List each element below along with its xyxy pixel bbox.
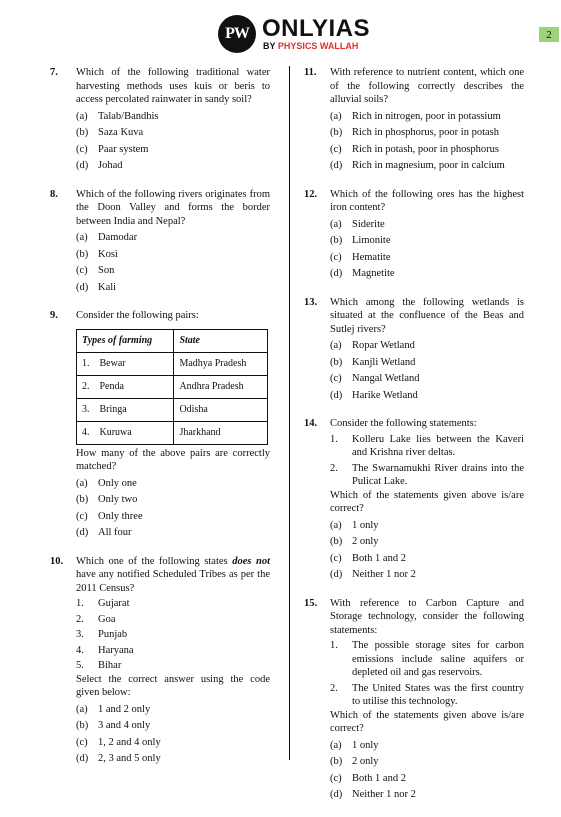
pw-logo-icon: PW bbox=[218, 15, 256, 53]
question-stem: Consider the following pairs: bbox=[76, 310, 199, 321]
option-c: (c) Son bbox=[76, 265, 115, 276]
option-d: (d) Neither 1 nor 2 bbox=[330, 789, 416, 800]
option-b: (b) Saza Kuva bbox=[76, 127, 144, 138]
option-c: (c) Both 1 and 2 bbox=[330, 552, 406, 564]
left-column bbox=[50, 66, 270, 781]
question-number: 9. bbox=[50, 310, 58, 321]
option-a: (a) Only one bbox=[76, 477, 137, 489]
option-c: (c) Only three bbox=[76, 510, 143, 522]
table-header-state: State bbox=[174, 329, 268, 352]
question-stem: Which of the following traditional water harvesting methods uses kuis or beris to access percolated rainwater in sandy soil? bbox=[76, 67, 270, 105]
question-stem: With reference to nutrient content, which one of the following correctly describes the alluvial soils? bbox=[330, 67, 524, 105]
question-14 bbox=[304, 417, 524, 582]
table-row: 1. Bewar Madhya Pradesh bbox=[77, 352, 268, 375]
option-d: (d) Kali bbox=[76, 281, 117, 293]
option-b: (b) 2 only bbox=[330, 756, 379, 767]
option-d: (d) Harike Wetland bbox=[330, 389, 418, 401]
list-item: 2. Goa bbox=[76, 613, 116, 625]
question-number: 13. bbox=[304, 296, 318, 308]
option-c: (c) Rich in potash, poor in phosphorus bbox=[330, 143, 499, 155]
option-a: (a) Ropar Wetland bbox=[330, 340, 415, 351]
table-row: 4. Kuruwa Jharkhand bbox=[77, 421, 268, 444]
list-item: 3. Punjab bbox=[76, 629, 128, 640]
option-a: (a) Siderite bbox=[330, 218, 385, 230]
option-a: (a) 1 only bbox=[330, 739, 379, 751]
option-b: (b) Only two bbox=[76, 494, 138, 505]
question-12 bbox=[304, 188, 524, 281]
question-stem: With reference to Carbon Capture and Storage technology, consider the following statements: bbox=[330, 597, 524, 636]
right-column bbox=[304, 66, 524, 817]
option-c: (c) Hematite bbox=[330, 251, 391, 263]
option-d: (d) Rich in magnesium, poor in calcium bbox=[330, 160, 505, 171]
question-stem: Consider the following statements: bbox=[330, 418, 477, 429]
question-number: 12. bbox=[304, 188, 318, 200]
question-number: 8. bbox=[50, 188, 58, 200]
question-number: 14. bbox=[304, 418, 318, 429]
option-c: (c) 1, 2 and 4 only bbox=[76, 736, 161, 748]
question-number: 15. bbox=[304, 597, 318, 609]
question-15 bbox=[304, 597, 524, 802]
question-number: 11. bbox=[304, 67, 317, 78]
question-number: 7. bbox=[50, 67, 58, 78]
table-row: 2. Penda Andhra Pradesh bbox=[77, 375, 268, 398]
question-prompt: Select the correct answer using the code given below: bbox=[76, 673, 270, 698]
option-d: (d) Magnetite bbox=[330, 268, 395, 279]
column-divider bbox=[289, 66, 290, 760]
list-item: 1. Gujarat bbox=[76, 598, 130, 609]
question-stem: Which one of the following states does not have any notified Scheduled Tribes as per the 2011 Census? bbox=[76, 555, 270, 594]
option-b: (b) Kanjli Wetland bbox=[330, 356, 416, 368]
statement-item: 1. The possible storage sites for carbon emissions include saline aquifers or depleted oil and gas reservoirs. bbox=[330, 640, 524, 678]
option-a: (a) Damodar bbox=[76, 232, 138, 243]
option-b: (b) Kosi bbox=[76, 248, 118, 260]
option-c: (c) Nangal Wetland bbox=[330, 373, 420, 384]
option-a: (a) 1 and 2 only bbox=[76, 703, 151, 715]
option-a: (a) 1 only bbox=[330, 519, 379, 531]
option-b: (b) Rich in phosphorus, poor in potash bbox=[330, 127, 499, 138]
option-d: (d) Neither 1 nor 2 bbox=[330, 569, 416, 580]
question-8 bbox=[50, 188, 270, 295]
table-row: 3. Bringa Odisha bbox=[77, 398, 268, 421]
option-b: (b) 3 and 4 only bbox=[76, 720, 151, 731]
question-prompt: Which of the statements given above is/are correct? bbox=[330, 709, 524, 734]
option-d: (d) 2, 3 and 5 only bbox=[76, 753, 161, 764]
list-item: 4. Haryana bbox=[76, 644, 134, 656]
statement-item: 1. Kolleru Lake lies between the Kaveri and Krishna river deltas. bbox=[330, 433, 524, 458]
statement-item: 2. The United States was the first country to utilise this technology. bbox=[330, 682, 524, 707]
question-stem: Which among the following wetlands is situated at the confluence of the Beas and Sutlej rivers? bbox=[330, 296, 524, 335]
option-c: (c) Both 1 and 2 bbox=[330, 772, 406, 784]
question-13 bbox=[304, 296, 524, 403]
brand-name: ONLYIAS bbox=[262, 15, 370, 42]
question-10 bbox=[50, 555, 270, 766]
page-header bbox=[0, 0, 561, 62]
option-d: (d) All four bbox=[76, 527, 132, 538]
statement-item: 2. The Swarnamukhi River drains into the Pulicat Lake. bbox=[330, 462, 524, 487]
page-number-badge: 2 bbox=[539, 27, 559, 42]
question-prompt: How many of the above pairs are correctly matched? bbox=[76, 447, 270, 472]
question-number: 10. bbox=[50, 555, 64, 567]
option-a: (a) Talab/Bandhis bbox=[76, 110, 159, 122]
question-11 bbox=[304, 66, 524, 173]
question-9 bbox=[50, 309, 270, 540]
option-c: (c) Paar system bbox=[76, 143, 149, 155]
option-d: (d) Johad bbox=[76, 160, 123, 171]
list-item: 5. Bihar bbox=[76, 660, 122, 671]
brand-subtitle: BY PHYSICS WALLAH bbox=[263, 41, 359, 51]
table-header-farming: Types of farming bbox=[77, 329, 174, 352]
question-prompt: Which of the statements given above is/are correct? bbox=[330, 489, 524, 514]
pairs-table bbox=[76, 329, 268, 445]
option-b: (b) 2 only bbox=[330, 536, 379, 547]
option-a: (a) Rich in nitrogen, poor in potassium bbox=[330, 110, 501, 122]
question-7 bbox=[50, 66, 270, 173]
question-stem: Which of the following rivers originates from the Doon Valley and forms the border between India and Nepal? bbox=[76, 188, 270, 227]
option-b: (b) Limonite bbox=[330, 235, 391, 246]
question-stem: Which of the following ores has the highest iron content? bbox=[330, 188, 524, 213]
